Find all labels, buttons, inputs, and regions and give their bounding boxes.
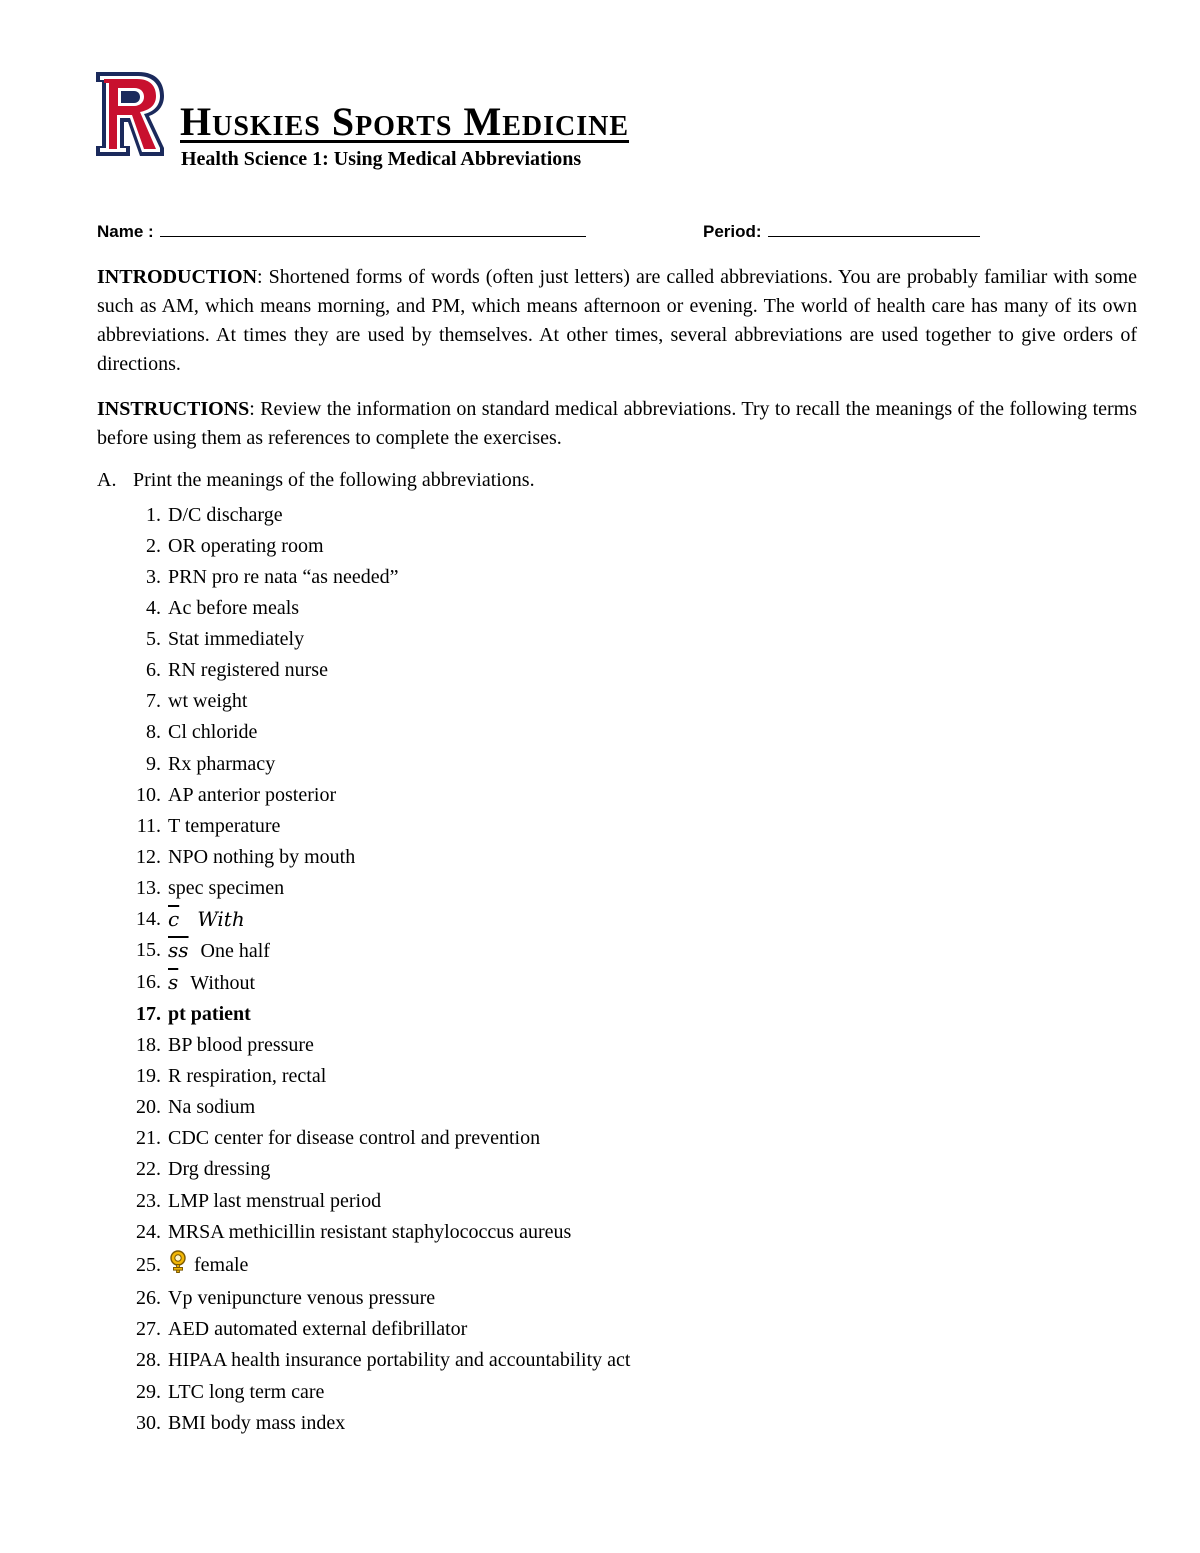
item-text: pt patient	[168, 1003, 251, 1025]
item-number: 8.	[146, 721, 161, 743]
item-number: 11.	[136, 815, 161, 837]
item-number: 5.	[146, 628, 161, 650]
introduction-text: : Shortened forms of words (often just letters) are called abbreviations. You are probably familiar with some such as AM, which means morning, and PM, which means afternoon or evening. The world of health care has many of its own abbreviations. At times they are used by themselves. At other times, several abbreviations are used together to give orders of directions.	[97, 266, 1137, 375]
symbol-ss-bar: $\overline{ss}$	[168, 938, 189, 962]
school-logo	[94, 70, 166, 158]
item-text: Without	[190, 972, 256, 994]
item-text: BMI body mass index	[168, 1412, 346, 1434]
item-text: Drg dressing	[168, 1158, 271, 1180]
item-number: 20.	[136, 1096, 161, 1118]
instructions-label: INSTRUCTIONS	[97, 398, 250, 420]
period-label: Period:	[703, 222, 762, 241]
item-number: 7.	[146, 690, 161, 712]
period-blank-line[interactable]	[768, 220, 980, 237]
item-number: 6.	[146, 659, 161, 681]
name-blank-line[interactable]	[160, 220, 586, 237]
item-text: Vp venipuncture venous pressure	[168, 1287, 436, 1309]
name-label: Name :	[97, 222, 154, 241]
item-number: 2.	[146, 535, 161, 557]
symbol-c-bar: $\overline{c}$	[168, 907, 180, 931]
item-number: 9.	[146, 753, 161, 775]
item-number: 12.	[136, 846, 161, 868]
item-text: OR operating room	[168, 535, 324, 557]
item-text: D/C discharge	[168, 504, 283, 526]
item-number: 17.	[136, 1003, 161, 1025]
item-number: 27.	[136, 1318, 161, 1340]
item-text: T temperature	[168, 815, 281, 837]
item-number: 1.	[146, 504, 161, 526]
page-subtitle: Health Science 1: Using Medical Abbreviations	[181, 148, 582, 170]
symbol-s-bar: $\overline{s}$	[168, 970, 179, 994]
item-number: 4.	[146, 597, 161, 619]
item-text: RN registered nurse	[168, 659, 328, 681]
instructions-text: : Review the information on standard medical abbreviations. Try to recall the meanings of the following terms before using them as references to complete the exercises.	[97, 398, 1137, 449]
item-text: Stat immediately	[168, 628, 305, 650]
item-text: Na sodium	[168, 1096, 256, 1118]
section-a-heading	[97, 469, 535, 492]
item-text: CDC center for disease control and prevention	[168, 1127, 541, 1149]
item-number: 29.	[136, 1381, 161, 1403]
item-number: 21.	[136, 1127, 161, 1149]
item-text: AED automated external defibrillator	[168, 1318, 468, 1340]
item-number: 26.	[136, 1287, 161, 1309]
item-text: MRSA methicillin resistant staphylococcus aureus	[168, 1221, 572, 1243]
item-number: 30.	[136, 1412, 161, 1434]
item-text: AP anterior posterior	[168, 784, 337, 806]
section-prompt: Print the meanings of the following abbreviations.	[133, 469, 535, 491]
item-text: Cl chloride	[168, 721, 258, 743]
item-text: PRN pro re nata “as needed”	[168, 566, 399, 588]
item-number: 16.	[136, 971, 161, 993]
item-text: Rx pharmacy	[168, 753, 276, 775]
item-number: 3.	[146, 566, 161, 588]
female-symbol-icon	[168, 1250, 188, 1283]
name-field	[97, 220, 586, 242]
item-text: spec specimen	[168, 877, 285, 899]
item-text: wt weight	[168, 690, 248, 712]
item-text: NPO nothing by mouth	[168, 846, 356, 868]
item-number: 10.	[136, 784, 161, 806]
introduction-label: INTRODUCTION	[97, 266, 258, 288]
item-number: 15.	[136, 939, 161, 961]
item-number: 25.	[136, 1254, 161, 1276]
item-number: 22.	[136, 1158, 161, 1180]
introduction-paragraph	[97, 263, 1137, 379]
item-text: LMP last menstrual period	[168, 1190, 382, 1212]
item-text: BP blood pressure	[168, 1034, 314, 1056]
item-number: 28.	[136, 1349, 161, 1371]
item-text: One half	[200, 940, 270, 962]
period-field	[703, 220, 980, 242]
section-letter: A.	[97, 469, 117, 491]
item-text: HIPAA health insurance portability and accountability act	[168, 1349, 631, 1371]
item-number: 19.	[136, 1065, 161, 1087]
item-text: LTC long term care	[168, 1381, 325, 1403]
item-text: Ac before meals	[168, 597, 300, 619]
item-number: 14.	[136, 908, 161, 930]
item-number: 18.	[136, 1034, 161, 1056]
item-text: With	[197, 907, 245, 931]
item-number: 23.	[136, 1190, 161, 1212]
item-number: 24.	[136, 1221, 161, 1243]
instructions-paragraph	[97, 395, 1137, 453]
item-text: female	[194, 1254, 249, 1277]
item-text: R respiration, rectal	[168, 1065, 327, 1087]
page-title: Huskies Sports Medicine	[180, 99, 630, 144]
item-number: 13.	[136, 877, 161, 899]
